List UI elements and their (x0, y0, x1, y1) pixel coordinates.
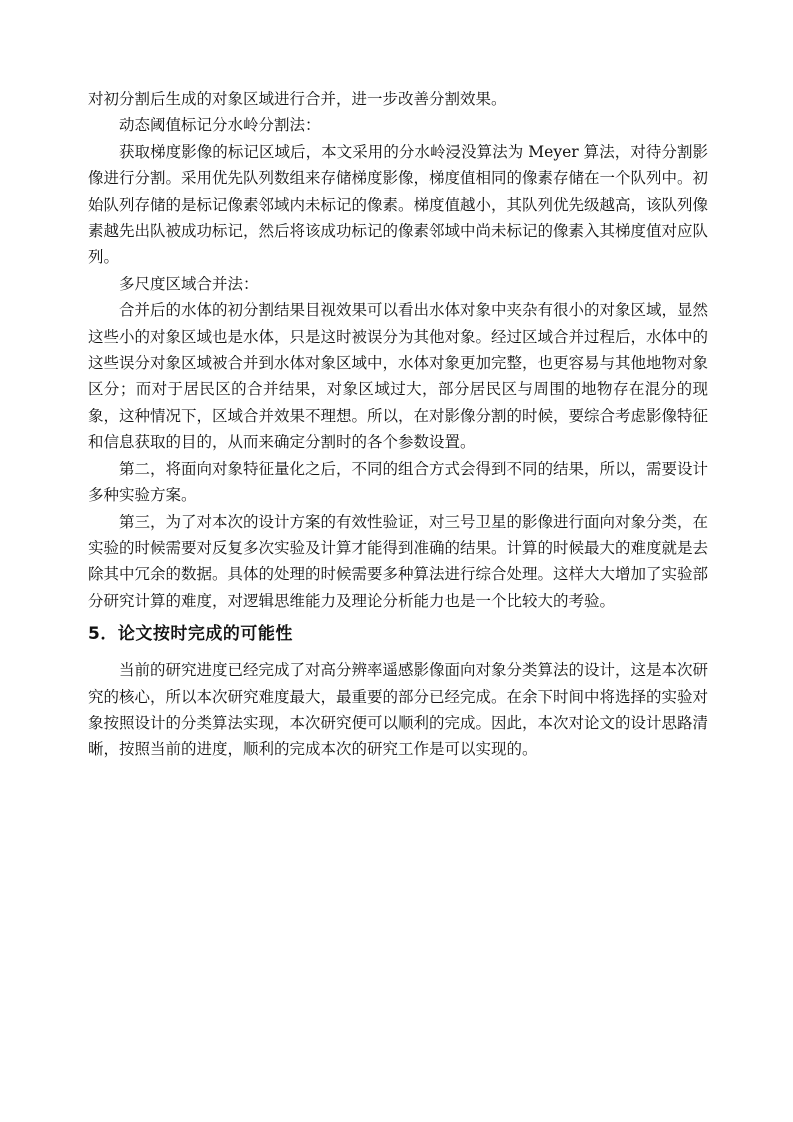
paragraph-second-point: 第二，将面向对象特征量化之后，不同的组合方式会得到不同的结果，所以，需要设计多种实验方案。 (88, 459, 709, 505)
section-heading-feasibility: 5．论文按时完成的可能性 (88, 624, 293, 645)
subheading-region-merge-method: 多尺度区域合并法： (119, 274, 259, 293)
paragraph-region-merge-description: 合并后的水体的初分割结果目视效果可以看出水体对象中夹杂有很小的对象区域，显然这些小的对象区域也是水体，只是这时被误分为其他对象。经过区域合并过程后，水体中的这些误分对象区域被合并到水体对象区域中，水体对象更加完整，也更容易与其他地物对象区分；而对于居民区的合并结果，对象区域过大，部分居民区与周围的地物存在混分的现象，这种情况下，区域合并效果不理想。所以，在对影像分割的时候，要综合考虑影像特征和信息获取的目的，从而来确定分割时的各个参数设置。 (88, 301, 709, 452)
paragraph-watershed-description: 获取梯度影像的标记区域后，本文采用的分水岭浸没算法为 Meyer 算法，对待分割影像进行分割。采用优先队列数组来存储梯度影像，梯度值相同的像素存储在一个队列中。初始队列存储的是标记像素邻域内未标记的像素。梯度值越小，其队列优先级越高，该队列像素越先出队被成功标记，然后将该成功标记的像素邻域中尚未标记的像素入其梯度值对应队列。 (88, 142, 709, 267)
paragraph-third-point: 第三，为了对本次的设计方案的有效性验证，对三号卫星的影像进行面向对象分类，在实验的时候需要对反复多次实验及计算才能得到准确的结果。计算的时候最大的难度就是去除其中冗余的数据。具体的处理的时候需要多种算法进行综合处理。这样大大增加了实验部分研究计算的难度，对逻辑思维能力及理论分析能力也是一个比较大的考验。 (88, 512, 709, 610)
subheading-watershed-method: 动态阈值标记分水岭分割法： (119, 116, 321, 135)
paragraph-merge-summary: 对初分割后生成的对象区域进行合并，进一步改善分割效果。 (88, 90, 507, 108)
paragraph-feasibility: 当前的研究进度已经完成了对高分辨率遥感影像面向对象分类算法的设计，这是本次研究的核心，所以本次研究难度最大，最重要的部分已经完成。在余下时间中将选择的实验对象按照设计的分类算法实现，本次研究便可以顺利的完成。因此，本次对论文的设计思路清晰，按照当前的进度，顺利的完成本次的研究工作是可以实现的。 (88, 661, 709, 759)
document-page (88, 86, 708, 763)
